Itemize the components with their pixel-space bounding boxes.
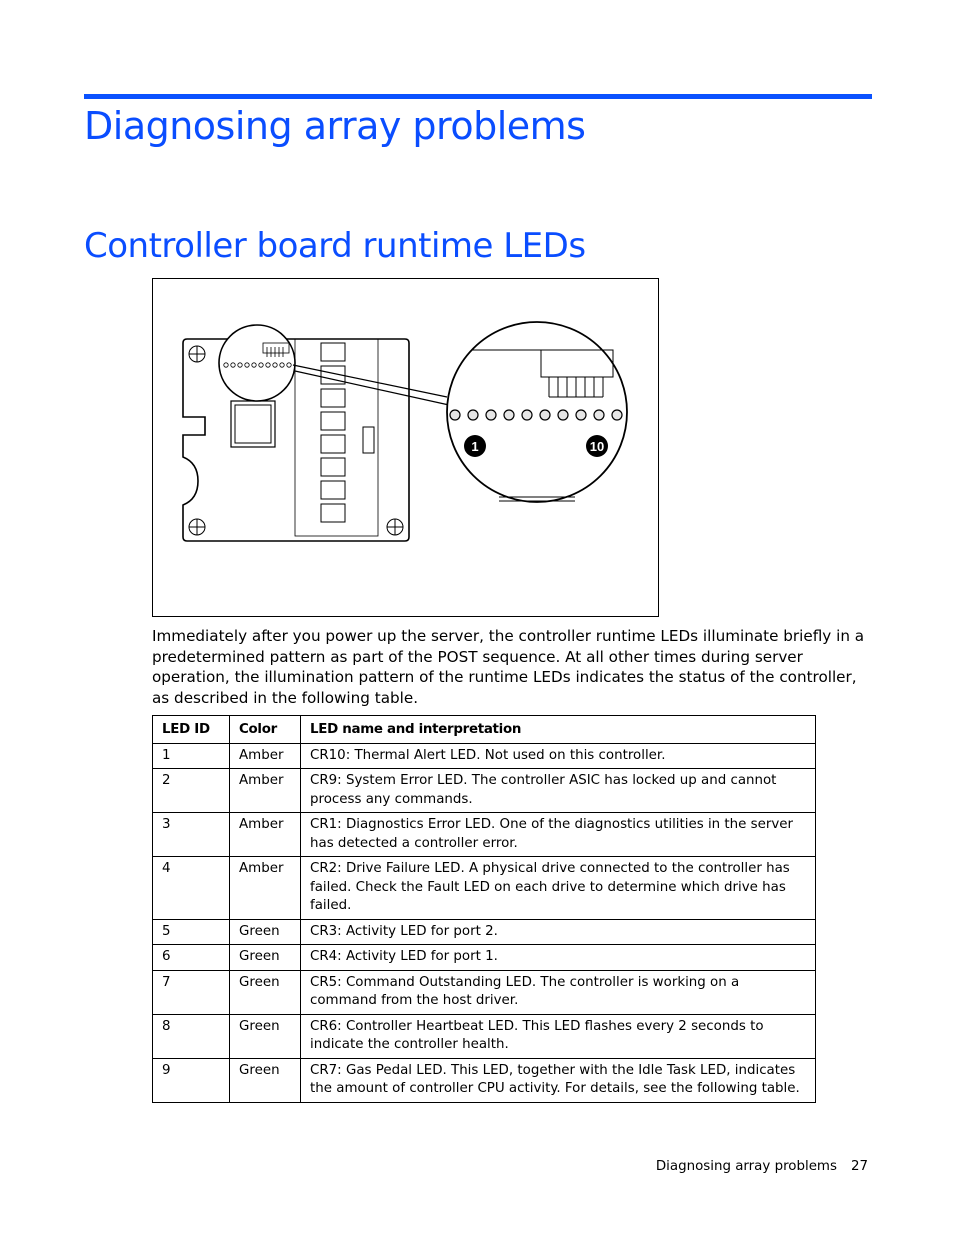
table-row xyxy=(153,743,816,769)
table-row xyxy=(153,1014,816,1058)
led-description: CR6: Controller Heartbeat LED. This LED flashes every 2 seconds to indicate the controller health. xyxy=(301,1014,816,1058)
led-description: CR10: Thermal Alert LED. Not used on this controller. xyxy=(301,743,816,769)
table-row xyxy=(153,769,816,813)
chapter-title: Diagnosing array problems xyxy=(84,104,586,148)
footer-section-name: Diagnosing array problems xyxy=(655,1159,837,1174)
chapter-rule xyxy=(84,94,872,99)
led-id: 1 xyxy=(153,743,230,769)
led-description: CR2: Drive Failure LED. A physical drive connected to the controller has failed. Check the Fault LED on each drive to determine which drive has failed. xyxy=(301,857,816,920)
led-description: CR7: Gas Pedal LED. This LED, together with the Idle Task LED, indicates the amount of controller CPU activity. For details, see the following table. xyxy=(301,1058,816,1102)
table-row xyxy=(153,919,816,945)
led-color: Green xyxy=(230,1058,301,1102)
page-footer xyxy=(656,1159,868,1174)
callout-1-label: 1 xyxy=(471,439,479,454)
table-row xyxy=(153,813,816,857)
table-row xyxy=(153,857,816,920)
led-color: Green xyxy=(230,919,301,945)
led-id: 6 xyxy=(153,945,230,971)
led-color: Green xyxy=(230,1014,301,1058)
controller-board-illustration xyxy=(153,279,660,618)
led-id: 8 xyxy=(153,1014,230,1058)
led-color: Green xyxy=(230,970,301,1014)
led-color: Amber xyxy=(230,813,301,857)
header-interpretation: LED name and interpretation xyxy=(301,716,816,744)
table-row xyxy=(153,970,816,1014)
led-id: 5 xyxy=(153,919,230,945)
intro-paragraph: Immediately after you power up the server, the controller runtime LEDs illuminate briefly in a predetermined pattern as part of the POST sequence. At all other times during server operation, the illumination pattern of the runtime LEDs indicates the status of the controller, as described in the following table. xyxy=(152,627,865,707)
controller-board-figure xyxy=(152,278,659,617)
table-row xyxy=(153,1058,816,1102)
section-title: Controller board runtime LEDs xyxy=(84,226,586,266)
led-description: CR5: Command Outstanding LED. The controller is working on a command from the host driver. xyxy=(301,970,816,1014)
led-id: 9 xyxy=(153,1058,230,1102)
header-color: Color xyxy=(230,716,301,744)
page-number: 27 xyxy=(850,1159,868,1174)
table-row xyxy=(153,945,816,971)
led-id: 3 xyxy=(153,813,230,857)
led-description: CR1: Diagnostics Error LED. One of the diagnostics utilities in the server has detected a controller error. xyxy=(301,813,816,857)
led-color: Amber xyxy=(230,743,301,769)
led-description: CR9: System Error LED. The controller ASIC has locked up and cannot process any commands. xyxy=(301,769,816,813)
board-outline xyxy=(183,339,409,541)
led-description: CR3: Activity LED for port 2. xyxy=(301,919,816,945)
callout-10-label: 10 xyxy=(589,439,605,454)
table-header-row xyxy=(153,716,816,744)
led-color: Green xyxy=(230,945,301,971)
header-led-id: LED ID xyxy=(153,716,230,744)
led-id: 7 xyxy=(153,970,230,1014)
led-color: Amber xyxy=(230,857,301,920)
led-description: CR4: Activity LED for port 1. xyxy=(301,945,816,971)
led-id: 4 xyxy=(153,857,230,920)
led-id: 2 xyxy=(153,769,230,813)
led-color: Amber xyxy=(230,769,301,813)
led-table xyxy=(152,715,816,1103)
